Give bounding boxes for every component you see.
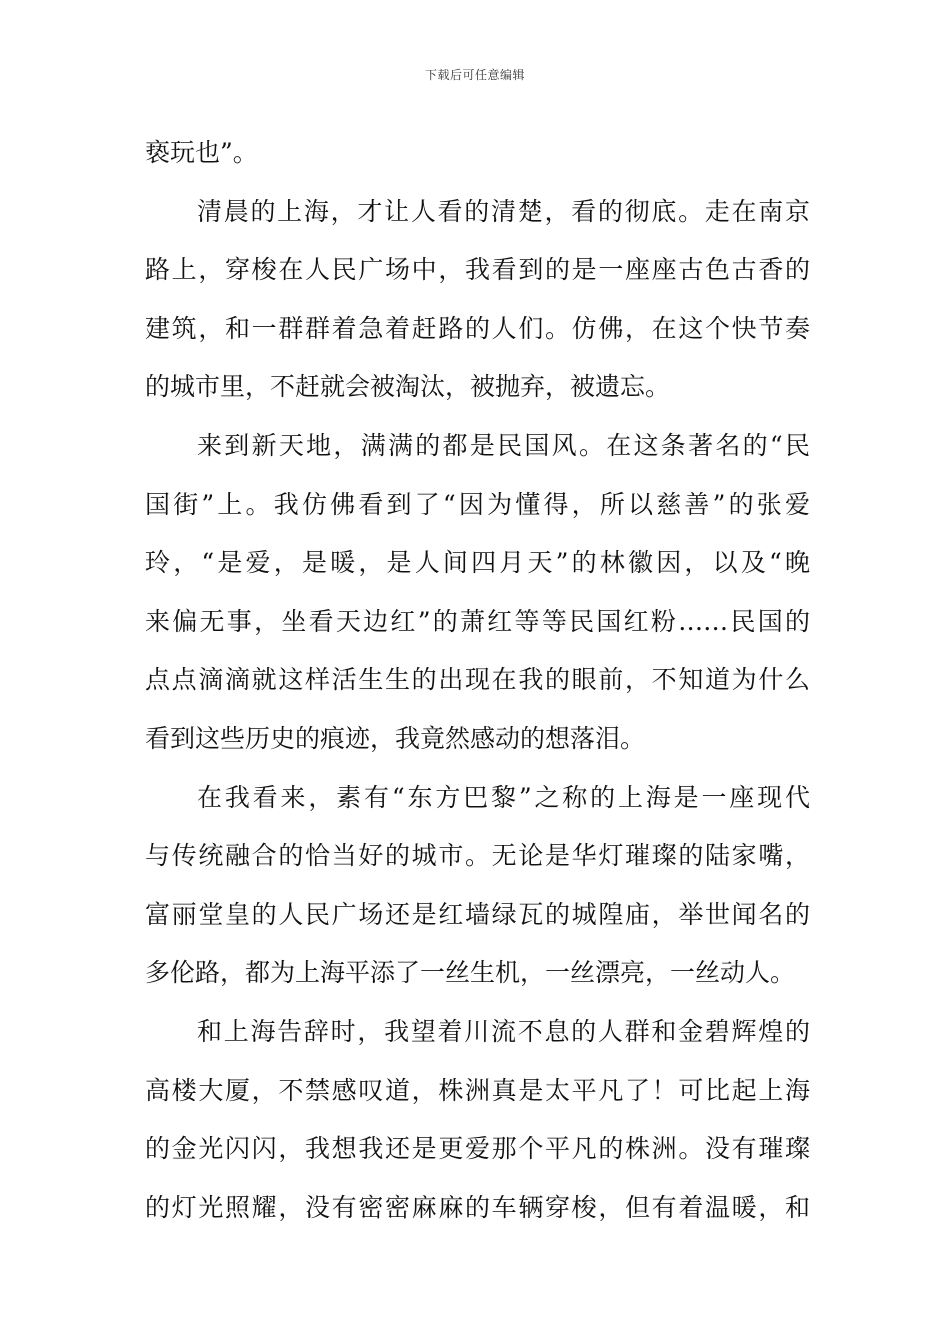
text-line: 的城市里，不赶就会被淘汰，被抛弃，被遗忘。 [145, 372, 671, 402]
paragraph-first-line: 清晨的上海，才让人看的清楚，看的彻底。走在南京 [197, 196, 810, 226]
text-line: 亵玩也”。 [145, 138, 258, 167]
text-line: 国街”上。我仿佛看到了“因为懂得，所以慈善”的张爱 [145, 489, 810, 519]
text-line: 多伦路，都为上海平添了一丝生机，一丝漂亮，一丝动人。 [145, 958, 796, 988]
paragraph-first-line: 来到新天地，满满的都是民国风。在这条著名的“民 [197, 430, 810, 460]
text-line: 点点滴滴就这样活生生的出现在我的眼前，不知道为什么 [145, 665, 810, 695]
page-header: 下载后可任意编辑 [424, 68, 525, 82]
text-line: 的灯光照耀，没有密密麻麻的车辆穿梭，但有着温暖，和 [145, 1192, 810, 1222]
text-line: 玲，“是爱，是暖，是人间四月天”的林徽因，以及“晚 [145, 548, 810, 578]
document-body [145, 124, 810, 1237]
text-line: 看到这些历史的痕迹，我竟然感动的想落泪。 [145, 723, 646, 753]
paragraph-first-line: 在我看来，素有“东方巴黎”之称的上海是一座现代 [197, 782, 810, 812]
text-line: 路上，穿梭在人民广场中，我看到的是一座座古色古香的 [145, 255, 810, 285]
text-line: 高楼大厦，不禁感叹道，株洲真是太平凡了！可比起上海 [145, 1075, 810, 1105]
text-line: 的金光闪闪，我想我还是更爱那个平凡的株洲。没有璀璨 [145, 1134, 810, 1164]
paragraph-first-line: 和上海告辞时，我望着川流不息的人群和金碧辉煌的 [197, 1016, 810, 1046]
text-line: 来偏无事，坐看天边红”的萧红等等民国红粉……民国的 [145, 606, 810, 636]
text-line: 建筑，和一群群着急着赶路的人们。仿佛，在这个快节奏 [145, 313, 810, 343]
text-line: 与传统融合的恰当好的城市。无论是华灯璀璨的陆家嘴， [145, 841, 810, 871]
text-line: 富丽堂皇的人民广场还是红墙绿瓦的城隍庙，举世闻名的 [145, 899, 810, 929]
